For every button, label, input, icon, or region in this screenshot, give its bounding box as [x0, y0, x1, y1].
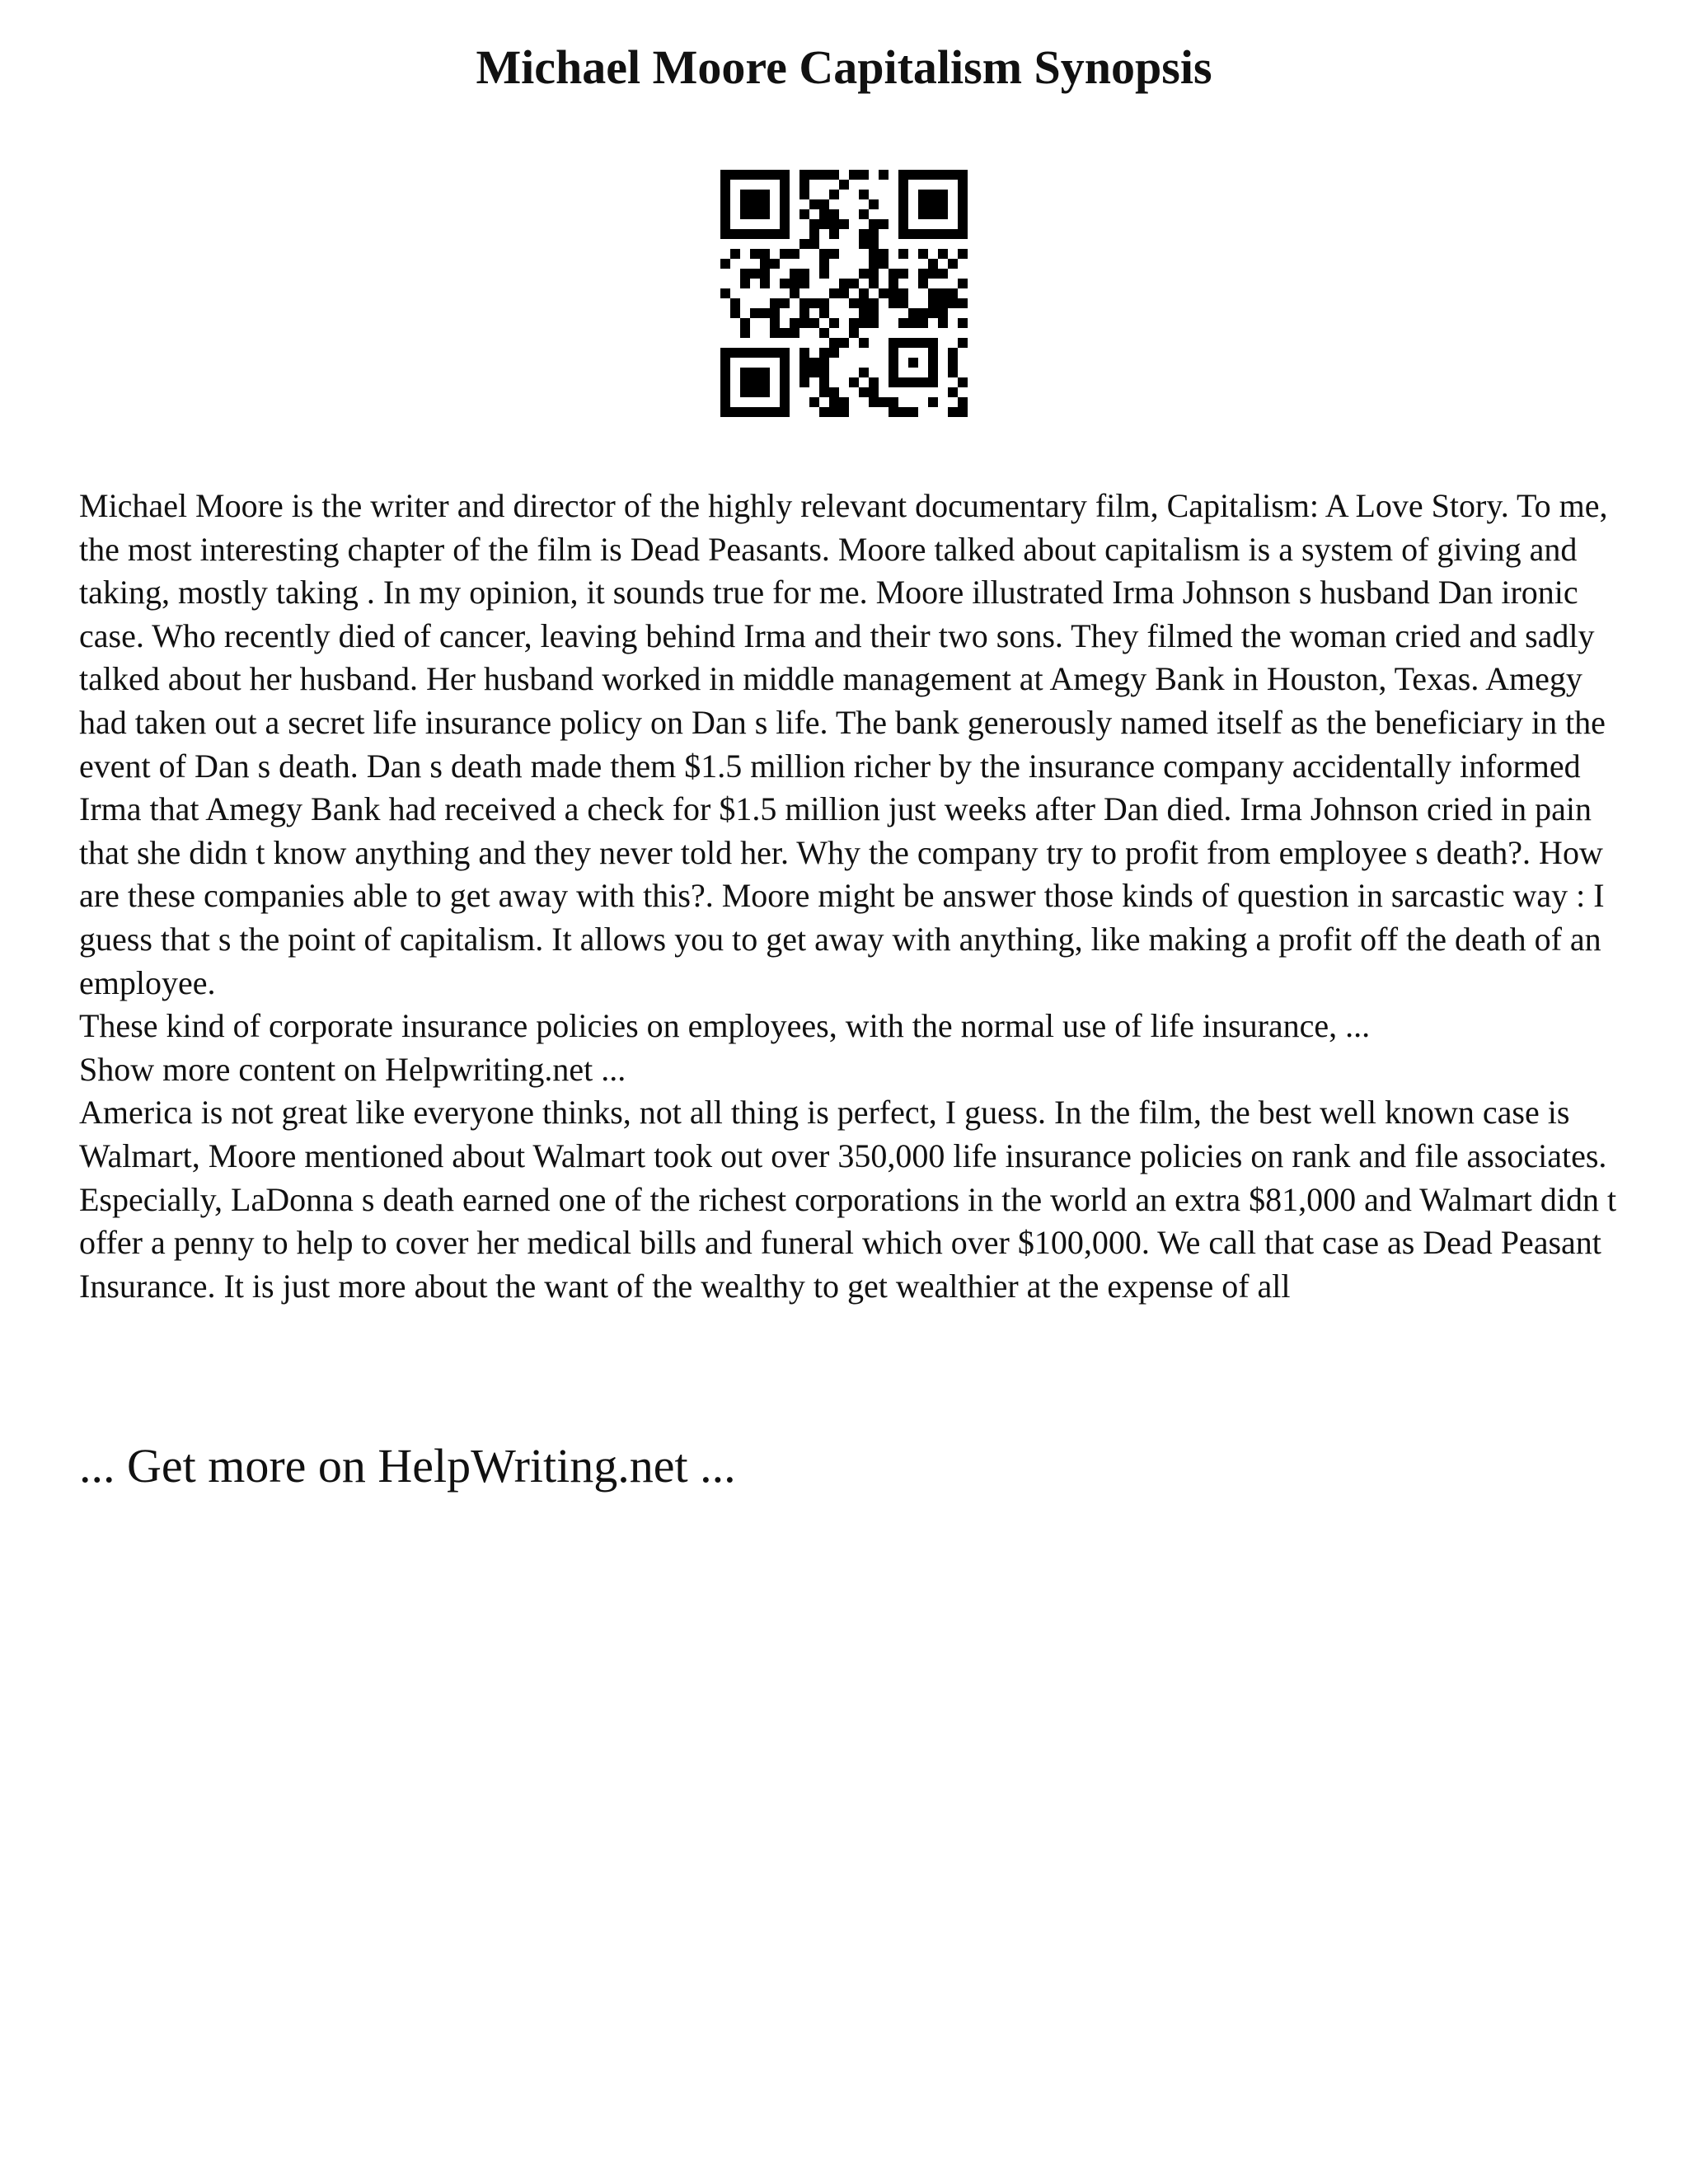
paragraph-3: America is not great like everyone thinks, not all thing is perfect, I guess. In the film, the best well known case is Walmart, Moore mentioned about Walmart took out over 350,000 life insurance policies on rank and file associates. Especially, LaDonna s death earned one of the richest corporations in the world an extra $81,000 and Walmart didn t offer a penny to help to cover her medical bills and funeral which over $100,000. We call that case as Dead Peasant Insurance. It is just more about the want of the wealthy to get wealthier at the expense of all	[79, 1094, 1617, 1305]
document-title: Michael Moore Capitalism Synopsis	[476, 40, 1212, 94]
paragraph-1: Michael Moore is the writer and director of the highly relevant documentary film, Capitalism: A Love Story. To me, the most interesting chapter of the film is Dead Peasants. Moore talked about capitalism is a system of giving and taking, mostly taking . In my opinion, it sounds true for me. Moore illustrated Irma Johnson s husband Dan ironic case. Who recently died of cancer, leaving behind Irma and their two sons. They filmed the woman cried and sadly talked about her husband. Her husband worked in middle management at Amegy Bank in Houston, Texas. Amegy had taken out a secret life insurance policy on Dan s life. The bank generously named itself as the beneficiary in the event of Dan s death. Dan s death made them $1.5 million richer by the insurance company accidentally informed Irma that Amegy Bank had received a check for $1.5 million just weeks after Dan died. Irma Johnson cried in pain that she didn t know anything and they never told her. Why the company try to profit from employee s death?. How are these companies able to get away with this?. Moore might be answer those kinds of question in sarcastic way : I guess that s the point of capitalism. It allows you to get away with anything, like making a profit off the death of an employee.	[79, 487, 1608, 1001]
get-more-link[interactable]: ... Get more on HelpWriting.net ...	[79, 1439, 736, 1493]
qr-code-icon[interactable]	[720, 170, 968, 417]
document-body	[79, 485, 1629, 1308]
paragraph-2: These kind of corporate insurance policies on employees, with the normal use of life insurance, ...	[79, 1007, 1371, 1045]
show-more-link[interactable]: Show more content on Helpwriting.net ...	[79, 1050, 626, 1088]
